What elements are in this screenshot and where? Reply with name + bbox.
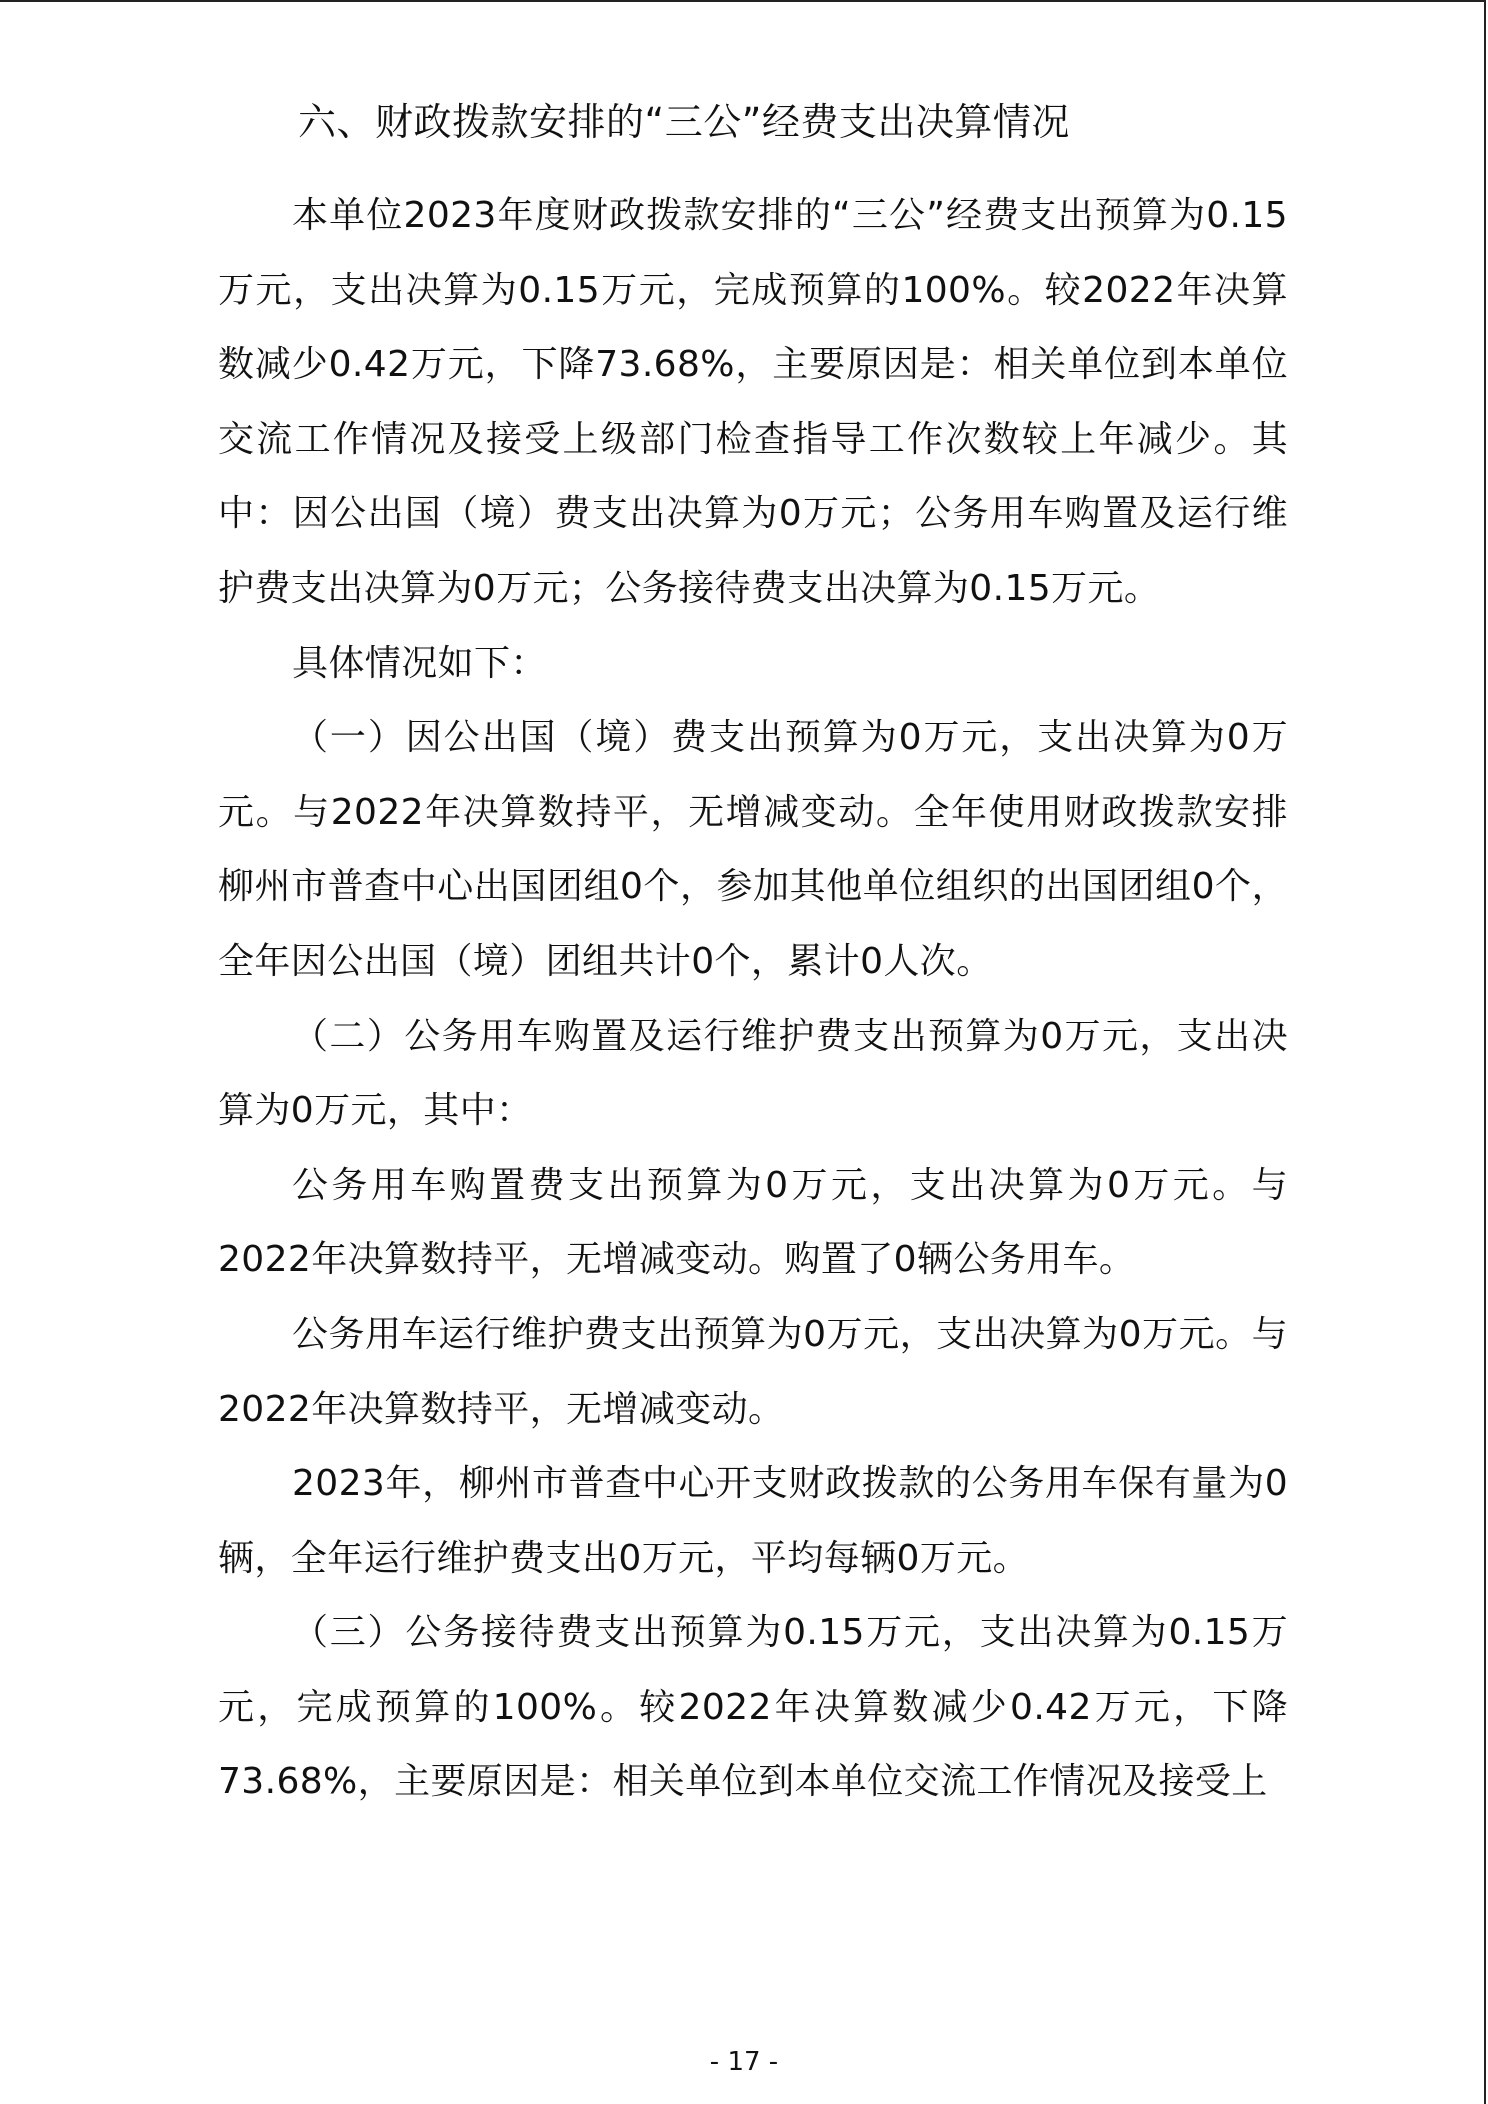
paragraph-summary: 本单位2023年度财政拨款安排的“三公”经费支出预算为0.15万元，支出决算为0.15万元，完成预算的100%。较2022年决算数减少0.42万元，下降73.68%，主要原因是：相关单位到本单位交流工作情况及接受上级部门检查指导工作次数较上年减少。其中：因公出国（境）费支出决算为0万元；公务用车购置及运行维护费支出决算为0万元；公务接待费支出决算为0.15万元。	[218, 195, 1288, 609]
paragraph-vehicle-purchase: 公务用车购置费支出预算为0万元，支出决算为0万元。与2022年决算数持平，无增减变动。购置了0辆公务用车。	[218, 1164, 1288, 1281]
page-number: - 17 -	[709, 2047, 779, 2077]
paragraph-vehicle-overview: （二）公务用车购置及运行维护费支出预算为0万元，支出决算为0万元，其中：	[218, 1015, 1288, 1132]
section-heading: 六、财政拨款安排的“三公”经费支出决算情况	[298, 100, 1070, 144]
paragraph-overseas-travel: （一）因公出国（境）费支出预算为0万元，支出决算为0万元。与2022年决算数持平，无增减变动。全年使用财政拨款安排柳州市普查中心出国团组0个，参加其他单位组织的出国团组0个，全年因公出国（境）团组共计0个，累计0人次。	[218, 717, 1288, 982]
paragraph-reception: （三）公务接待费支出预算为0.15万元，支出决算为0.15万元，完成预算的100%。较2022年决算数减少0.42万元，下降73.68%，主要原因是：相关单位到本单位交流工作情况及接受上	[218, 1612, 1288, 1803]
paragraph-vehicle-operation: 公务用车运行维护费支出预算为0万元，支出决算为0万元。与2022年决算数持平，无增减变动。	[218, 1313, 1288, 1430]
paragraph-vehicle-fleet: 2023年，柳州市普查中心开支财政拨款的公务用车保有量为0辆，全年运行维护费支出0万元，平均每辆0万元。	[218, 1463, 1288, 1579]
paragraph-list	[218, 179, 1288, 1820]
document-body	[218, 92, 1288, 1820]
paragraph-details-intro: 具体情况如下：	[292, 642, 547, 684]
